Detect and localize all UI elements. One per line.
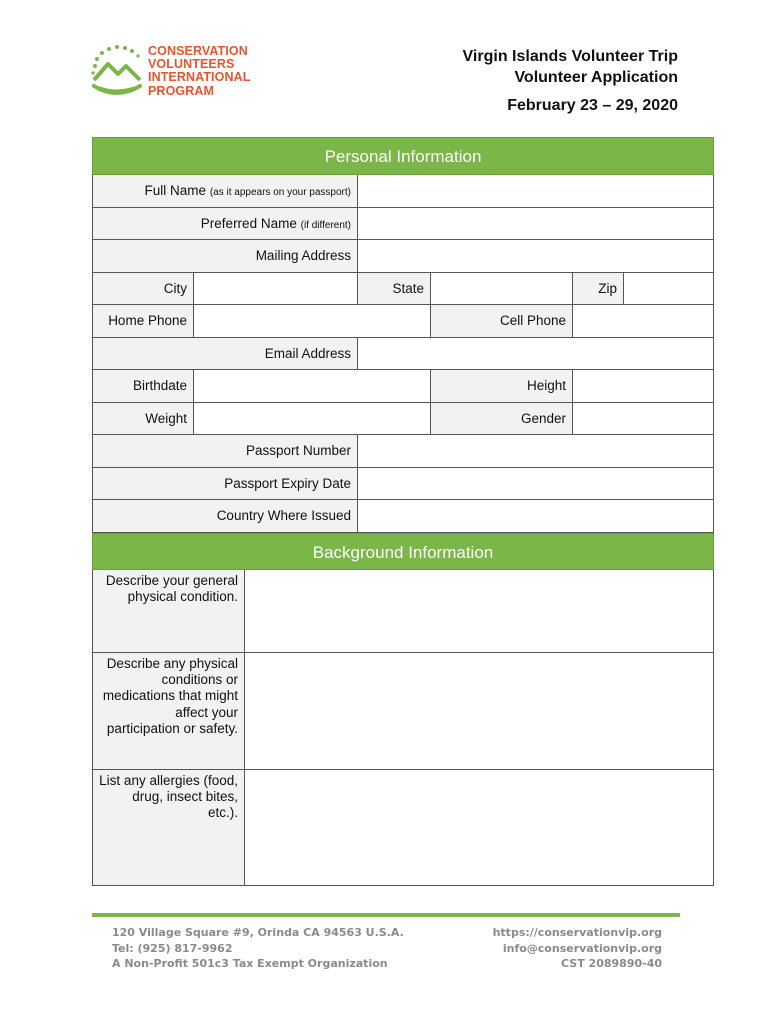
logo-line-3: INTERNATIONAL [148, 70, 251, 85]
logo-line-1: CONSERVATION [148, 44, 248, 58]
preferred-name-field[interactable] [358, 208, 713, 240]
city-field[interactable] [194, 273, 358, 305]
footer-contact-block [493, 925, 662, 972]
footer-address-block [112, 925, 404, 972]
passport-number-row [92, 435, 714, 468]
state-label: State [358, 273, 431, 305]
birthdate-height-row [92, 370, 714, 403]
footer-address: 120 Village Square #9, Orinda CA 94563 U.S.A. [112, 926, 404, 939]
city-label: City [93, 273, 194, 305]
email-row [92, 338, 714, 371]
cell-phone-field[interactable] [573, 305, 713, 337]
passport-expiry-label: Passport Expiry Date [93, 468, 358, 500]
height-field[interactable] [573, 370, 713, 402]
preferred-name-note: (if different) [300, 219, 351, 231]
passport-expiry-row [92, 468, 714, 501]
logo-line-2: VOLUNTEERS [148, 57, 235, 72]
background-info-header: Background Information [92, 533, 714, 570]
weight-label: Weight [93, 403, 194, 435]
personal-info-header: Personal Information [92, 137, 714, 175]
country-issued-label: Country Where Issued [93, 500, 358, 532]
footer-divider [92, 913, 680, 917]
zip-label: Zip [573, 273, 624, 305]
full-name-field[interactable] [358, 175, 713, 207]
footer-website[interactable]: https://conservationvip.org [492, 926, 662, 939]
phone-row [92, 305, 714, 338]
physical-condition-label: Describe your general physical condition. [93, 570, 245, 652]
mailing-address-label: Mailing Address [93, 240, 358, 272]
footer-cst: CST 2089890-40 [561, 957, 662, 970]
footer-nonprofit: A Non-Profit 501c3 Tax Exempt Organization [112, 957, 388, 970]
trip-title: Virgin Islands Volunteer Trip [462, 48, 678, 65]
home-phone-field[interactable] [194, 305, 431, 337]
country-issued-row [92, 500, 714, 533]
country-issued-field[interactable] [358, 500, 713, 532]
footer-tel: Tel: (925) 817-9962 [112, 941, 233, 955]
weight-gender-row [92, 403, 714, 436]
application-title: Volunteer Application [514, 69, 678, 86]
physical-condition-row [92, 570, 714, 653]
passport-number-field[interactable] [358, 435, 713, 467]
application-form [92, 137, 714, 886]
full-name-label: Full Name (as it appears on your passport) [93, 175, 358, 207]
conditions-medications-field[interactable] [245, 653, 713, 769]
preferred-name-row [92, 208, 714, 241]
mailing-address-field[interactable] [358, 240, 713, 272]
full-name-note: (as it appears on your passport) [209, 187, 351, 198]
height-label: Height [431, 370, 573, 402]
footer-email[interactable]: info@conservationvip.org [502, 941, 662, 955]
physical-condition-field[interactable] [245, 570, 713, 652]
conditions-medications-label: Describe any physical conditions or medications that might affect your participation or safety. [93, 653, 245, 769]
home-phone-label: Home Phone [93, 305, 194, 337]
mailing-address-row [92, 240, 714, 273]
allergies-label: List any allergies (food, drug, insect bites, etc.). [93, 770, 245, 885]
allergies-field[interactable] [245, 770, 713, 885]
passport-expiry-field[interactable] [358, 468, 713, 500]
logo-wordmark [148, 45, 250, 98]
email-field[interactable] [358, 338, 713, 370]
gender-label: Gender [431, 403, 573, 435]
city-state-zip-row [92, 273, 714, 306]
preferred-name-label: Preferred Name (if different) [93, 208, 358, 240]
weight-field[interactable] [194, 403, 431, 435]
trip-dates: February 23 – 29, 2020 [507, 97, 678, 114]
conditions-medications-row [92, 653, 714, 770]
gender-field[interactable] [573, 403, 713, 435]
zip-field[interactable] [624, 273, 713, 305]
passport-number-label: Passport Number [93, 435, 358, 467]
logo-line-4: PROGRAM [148, 83, 214, 98]
allergies-row [92, 770, 714, 886]
cell-phone-label: Cell Phone [431, 305, 573, 337]
email-label: Email Address [93, 338, 358, 370]
full-name-row [92, 175, 714, 208]
birthdate-label: Birthdate [93, 370, 194, 402]
birthdate-field[interactable] [194, 370, 431, 402]
state-field[interactable] [431, 273, 573, 305]
